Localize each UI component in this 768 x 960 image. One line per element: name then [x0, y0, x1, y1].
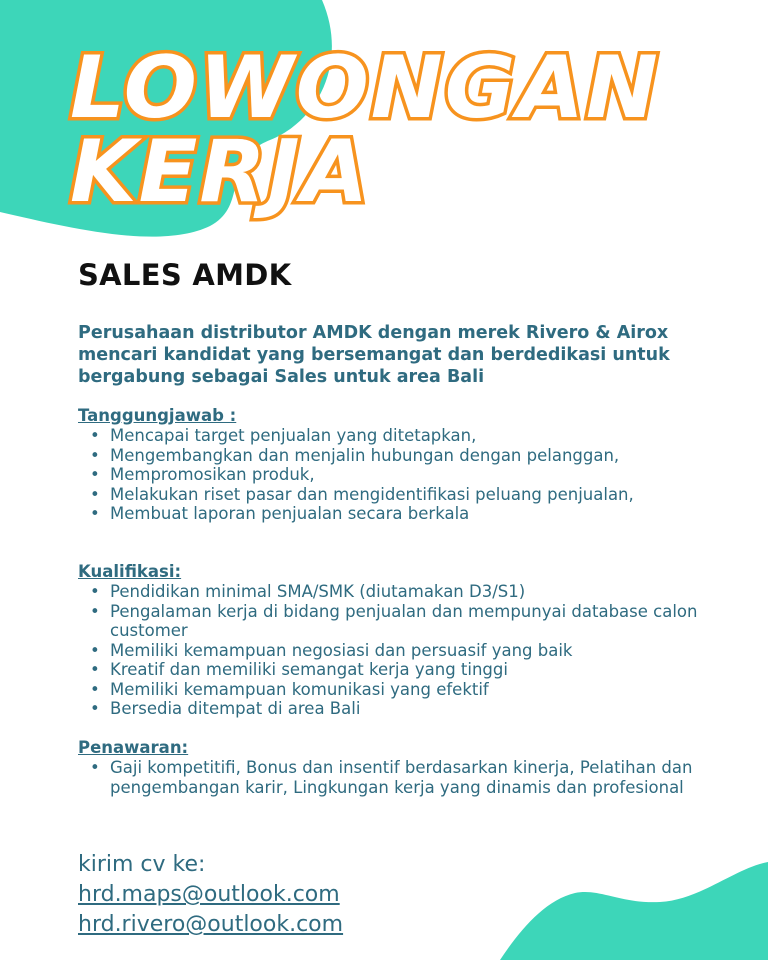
list-item: • Membuat laporan penjualan secara berkala — [78, 504, 718, 524]
email-link-maps[interactable]: hrd.maps@outlook.com — [78, 882, 340, 907]
list-item: • Memiliki kemampuan negosiasi dan persuasif yang baik — [78, 641, 718, 661]
headline — [70, 38, 660, 222]
list-item: • Pendidikan minimal SMA/SMK (diutamakan D3/S1) — [78, 582, 718, 602]
responsibilities-list — [78, 426, 718, 524]
email-link-rivero[interactable]: hrd.rivero@outlook.com — [78, 912, 344, 937]
list-item: • Kreatif dan memiliki semangat kerja yang tinggi — [78, 660, 718, 680]
offer-section — [78, 738, 718, 797]
contact-block — [78, 850, 343, 940]
qualifications-list — [78, 582, 718, 719]
responsibilities-heading: Tanggungjawab : — [78, 406, 237, 425]
qualifications-section — [78, 562, 718, 719]
headline-line-1: LOWONGAN — [70, 38, 660, 138]
qualifications-heading: Kualifikasi: — [78, 562, 182, 581]
list-item: • Mencapai target penjualan yang ditetapkan, — [78, 426, 718, 446]
responsibilities-section — [78, 406, 718, 524]
list-item: • Gaji kompetitifi, Bonus dan insentif berdasarkan kinerja, Pelatihan dan pengembangan karir, Lingkungan kerja yang dinamis dan profesional — [78, 758, 718, 797]
job-title: SALES AMDK — [78, 258, 292, 292]
offer-list — [78, 758, 718, 797]
list-item: • Bersedia ditempat di area Bali — [78, 699, 718, 719]
list-item: • Melakukan riset pasar dan mengidentifikasi peluang penjualan, — [78, 485, 718, 505]
teal-wave-bottom-right — [500, 862, 768, 960]
list-item: • Mempromosikan produk, — [78, 465, 718, 485]
list-item: • Pengalaman kerja di bidang penjualan dan mempunyai database calon customer — [78, 602, 718, 641]
list-item: • Memiliki kemampuan komunikasi yang efektif — [78, 680, 718, 700]
offer-heading: Penawaran: — [78, 738, 189, 757]
contact-label: kirim cv ke: — [78, 852, 206, 877]
headline-line-2: KERJA — [70, 122, 371, 222]
intro-paragraph: Perusahaan distributor AMDK dengan merek Rivero & Airox mencari kandidat yang bersemangat dan berdedikasi untuk bergabung sebagai Sales untuk area Bali — [78, 323, 670, 387]
list-item: • Mengembangkan dan menjalin hubungan dengan pelanggan, — [78, 446, 718, 466]
